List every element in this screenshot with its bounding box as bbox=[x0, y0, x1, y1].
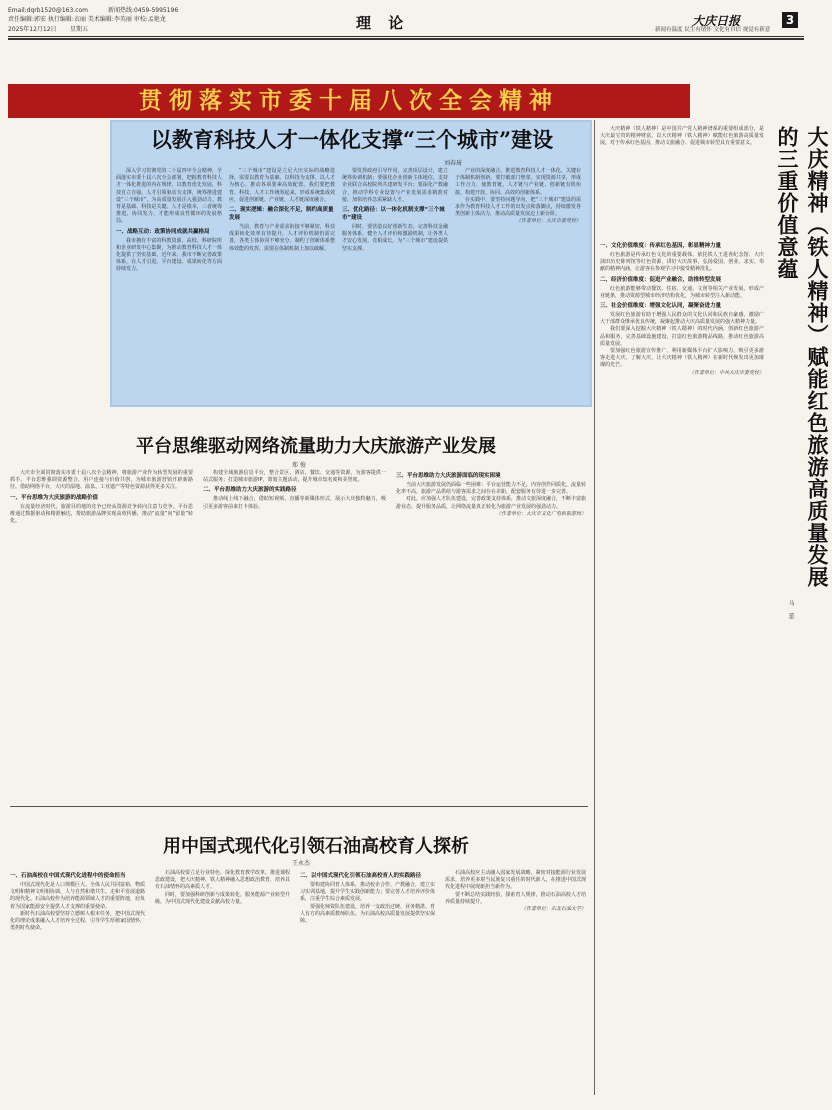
article4-subheading-3: 三、社会价值维度：增强文化认同，凝聚奋进力量 bbox=[600, 303, 722, 310]
article3-paragraph: 石油高校应主动融入国家发展战略，紧密对接能源行业发展需求，培养更多堪当民族复兴重任的时代新人，在推进中国式现代化进程中展现新担当新作为。 bbox=[445, 870, 586, 891]
article3-paragraph: 要不断总结实践经验，探索育人规律，推动石油高校人才培养质量持续提升。 bbox=[445, 891, 586, 905]
article1-paragraph: 要发挥政府引导作用，完善顶层设计，建立统筹协调机制；要强化企业创新主体地位，支持企业联合高校院所共建研发平台；要深化产教融合，推动学科专业设置与产业发展需求精准对接，加快培养急需紧缺人才。 bbox=[342, 168, 448, 203]
header-slogan: 新闻有温度 民生有情怀 文化有自信 视觉有新意 bbox=[655, 27, 771, 33]
masthead-rule bbox=[8, 36, 804, 37]
article2-subheading-3: 三、平台思维助力大庆旅游面临的现实困境 bbox=[396, 473, 501, 479]
article2-author: 郑 俊 bbox=[292, 462, 306, 469]
article1-paragraph: 我市拥有丰富的科教资源，高校、科研院所和企业研发中心集聚，为推动教育科技人才一体化提供了坚实基础。近年来，我市不断完善政策体系，在人才引进、平台建设、成果转化等方面持续发力。 bbox=[116, 237, 222, 273]
article4-paragraph: 大庆精神（铁人精神）是中国共产党人精神谱系的重要组成部分，是大庆最宝贵的精神财富。以大庆精神（铁人精神）赋能红色旅游高质量发展，对于传承红色基因、推动文旅融合、促进城市转型具有重要意义。 bbox=[600, 126, 764, 147]
article1-col2 bbox=[229, 168, 335, 400]
article4-subheading-2: 二、经济价值维度：促进产业融合，助推转型发展 bbox=[600, 276, 722, 283]
masthead-rule-thick bbox=[8, 38, 804, 40]
article3-paragraph: 中国式现代化是人口规模巨大、全体人民共同富裕、物质文明和精神文明相协调、人与自然和谐共生、走和平发展道路的现代化。石油高校作为培养能源领域人才的重要阵地，肩负着为国家能源安全提供人才支撑的重要使命。 bbox=[10, 882, 146, 910]
article1-author: 刘春琦 bbox=[444, 160, 463, 167]
article4-paragraph: 发展红色旅游有助于增强人民群众的文化认同和民族自豪感，激励广大干部群众继承优良传统，凝聚起推动大庆高质量发展的强大精神力量。 bbox=[600, 312, 764, 326]
article3-col2 bbox=[155, 870, 290, 1095]
article3-paragraph: 同时，要加强科研创新与成果转化，服务能源产业转型升级，为中国式现代化建设贡献高校力量。 bbox=[155, 891, 291, 905]
article1-col3 bbox=[342, 168, 448, 400]
article4-body bbox=[600, 240, 764, 1090]
article2-paragraph: 当前大庆旅游发展仍面临一些困难：平台运营能力不足，内容创作同质化，流量转化率不高，旅游产品供给与游客需求之间存在差距，配套服务有待进一步完善。 bbox=[396, 482, 587, 496]
article1-paragraph: 在实践中，要坚持问题导向，把“三个城市”建设的需求作为教育科技人才工作的出发点和落脚点，持续激发各类创新主体活力，推动高质量发展迈上新台阶。 bbox=[455, 196, 581, 218]
article3-paragraph: 石油高校要立足行业特色，深化教育教学改革，推进课程思政建设，把大庆精神、铁人精神融入思想政治教育，培养具有石油情怀的高素质人才。 bbox=[155, 870, 291, 891]
article4-title: 大庆精神（铁人精神）赋能红色旅游高质量发展的三重价值意蕴 bbox=[775, 126, 830, 588]
article3-paragraph: 新时代石油高校要坚持立德树人根本任务，把中国式现代化的理论成果融入人才培养全过程，引导学生厚植家国情怀，勇担时代使命。 bbox=[10, 910, 146, 932]
newspaper-brand: 大庆日报 bbox=[692, 14, 741, 28]
article2-paragraph: 大庆市全面贯彻落实市委十届八次全会精神，将旅游产业作为转型发展的重要抓手。平台思维强调资源整合、用户连接与价值共创，为城市旅游营销开辟新路径。借助网络平台，大庆的湿地、温泉、工业遗产等特色资源获得更多关注。 bbox=[10, 470, 193, 491]
article2-author-note: （作者单位：大庆市文化广电和旅游局） bbox=[495, 510, 586, 517]
article3-col4 bbox=[445, 870, 586, 1095]
article4-paragraph: 红色旅游是传承红色文化的重要载体。依托铁人王进喜纪念馆、大庆油田历史陈列馆等红色资源，讲好大庆故事，弘扬爱国、创业、求实、奉献的精神内涵，让游客在参观学习中接受精神洗礼。 bbox=[600, 252, 764, 273]
article2-paragraph: 在流量经济时代，旅游目的地的竞争已经从资源竞争转向注意力竞争。平台思维通过数据驱动和精准触达，帮助旅游品牌实现高效传播，推动“流量”向“留量”转化。 bbox=[10, 503, 193, 525]
header-phone: 新闻热线:0459-5995196 bbox=[108, 7, 179, 14]
article4-intro bbox=[600, 126, 764, 234]
article1-col1 bbox=[116, 168, 222, 400]
article3-col1 bbox=[10, 870, 145, 1095]
header-date: 2025年12月12日 bbox=[8, 26, 57, 33]
article1-paragraph: 同时，要营造良好创新生态，完善科技金融服务体系，健全人才评价和激励机制，让各类人才安心发展、竞相成长，为“三个城市”建设提供坚实支撑。 bbox=[342, 224, 448, 252]
header-email: Email:dqrb1520@163.com bbox=[8, 7, 89, 14]
article1-subheading-2: 二、现实逻辑：融合深化不足，制约高质量发展 bbox=[229, 207, 334, 222]
section-title: 理 论 bbox=[356, 14, 410, 32]
article3-author-note: （作者单位：东北石油大学） bbox=[520, 906, 586, 913]
article1-subheading-1: 一、战略互动：政策协同成就共赢格局 bbox=[116, 228, 210, 235]
article2-paragraph: 对此，应加强人才队伍建设，完善政策支持体系，推动文旅深度融合，不断丰富旅游业态，提升服务品质，让网络流量真正转化为旅游产业发展的强劲动力。 bbox=[396, 496, 587, 510]
article4-subheading-1: 一、文化价值维度：传承红色基因，彰显精神力量 bbox=[600, 243, 722, 249]
article2-paragraph: 构建全域旅游信息平台，整合景区、酒店、餐饮、交通等资源，为游客提供一站式服务；打造城市旅游IP，策划主题活动，提升城市知名度和美誉度。 bbox=[203, 470, 386, 484]
article3-paragraph: 要构建协同育人体系，推动校企合作、产教融合，建立实习实训基地，提升学生实践创新能力；要完善人才培养评价体系，注重学生综合素质发展。 bbox=[300, 882, 436, 903]
header-editors: 责任编辑:郭宏 执行编辑:衣丽 美术编辑:李英丽 审校:孟艳龙 bbox=[8, 16, 166, 23]
article-divider bbox=[10, 806, 588, 807]
article1-title: 以教育科技人才一体化支撑“三个城市”建设 bbox=[150, 127, 554, 152]
article2-col2 bbox=[203, 470, 386, 800]
article3-col3 bbox=[300, 870, 435, 1095]
topic-banner: 贯彻落实市委十届八次全会精神 bbox=[8, 84, 690, 118]
article4-paragraph: 红色旅游能够带动餐饮、住宿、交通、文创等相关产业发展，形成产业链条，推动资源型城市经济结构优化，为城市转型注入新动能。 bbox=[600, 285, 764, 299]
article3-author: 王永杰 bbox=[292, 860, 311, 867]
column-divider bbox=[594, 120, 595, 1095]
article3-subheading-2: 二、以中国式现代化引领石油高校育人的实践路径 bbox=[300, 873, 422, 879]
article1-paragraph: 产业的深度融合。推进教育科技人才一体化，关键在于体制机制创新，要打破部门壁垒，实现资源共享，形成工作合力，使教育链、人才链与产业链、创新链有机衔接，构建开放、协同、高效的创新体系。 bbox=[455, 168, 581, 196]
article3-title: 用中国式现代化引领石油高校育人探析 bbox=[163, 836, 469, 857]
article2-col3 bbox=[396, 470, 586, 800]
article2-subheading-1: 一、平台思维为大庆旅游的战略价值 bbox=[10, 494, 99, 501]
article4-author: 马 蕾 bbox=[787, 600, 794, 619]
article1-paragraph: 深入学习贯彻党的二十届四中全会精神，全面落实市委十届八次全会部署，把握教育科技人才一体化推进的内在规律，以教育优先发展、科技自立自强、人才引领驱动为支撑，统筹推进建设“三个城市”，为高质量发展注入强劲动力。教育是基础、科技是关键、人才是根本，三者统筹推进、协同发力，才能形成良性循环的发展格局。 bbox=[116, 168, 222, 225]
article1-paragraph: 当前，教育与产业需求衔接不够紧密，科技成果转化效率有待提升，人才评价机制仍需完善，各类主体协同不够充分，制约了创新体系整体效能的发挥，需要在体制机制上加以破解。 bbox=[229, 224, 335, 252]
article3-subheading-1: 一、石油高校在中国式现代化进程中的使命担当 bbox=[10, 873, 126, 879]
header-weekday: 星期五 bbox=[70, 26, 89, 33]
article2-paragraph: 推动线上线下融合，借助短视频、直播等新媒体形式，展示大庆独特魅力，吸引更多游客前来打卡体验。 bbox=[203, 496, 386, 510]
article1-paragraph: “三个城市”建设是立足大庆实际的战略选择，需要以教育为基础、以科技为支撑、以人才为核心，推动各项要素高效配置。我们要把教育、科技、人才工作统筹起来，形成系统集成效应，促进创新链、产业链、人才链深度融合。 bbox=[229, 168, 335, 203]
article4-paragraph: 要加强红色旅游宣传推广，利用新媒体平台扩大影响力，吸引更多游客走进大庆、了解大庆，让大庆精神（铁人精神）在新时代焕发出更加璀璨的光芒。 bbox=[600, 348, 764, 369]
article4-paragraph: 我们要深入挖掘大庆精神（铁人精神）的时代内涵，创新红色旅游产品和服务，完善基础设施建设，打造红色旅游精品线路，推动红色旅游高质量发展。 bbox=[600, 326, 764, 347]
article1-col4 bbox=[455, 168, 581, 400]
article3-paragraph: 要强化师资队伍建设，培养一支政治过硬、业务精湛、育人有方的高素质教师队伍，为石油高校高质量发展提供坚实保障。 bbox=[300, 903, 436, 925]
article2-title: 平台思维驱动网络流量助力大庆旅游产业发展 bbox=[136, 436, 496, 457]
article4-author-note: （作者单位：中共大庆市委党校） bbox=[688, 369, 764, 376]
article2-subheading-2: 二、平台思维助力大庆旅游的实践路径 bbox=[203, 487, 297, 494]
article1-author-note: （作者单位：大庆市委党校） bbox=[515, 218, 581, 225]
page-number: 3 bbox=[782, 12, 798, 28]
article1-subheading-3: 三、优化路径：以一体化机制支撑“三个城市”建设 bbox=[342, 207, 445, 222]
article2-col1 bbox=[10, 470, 193, 800]
